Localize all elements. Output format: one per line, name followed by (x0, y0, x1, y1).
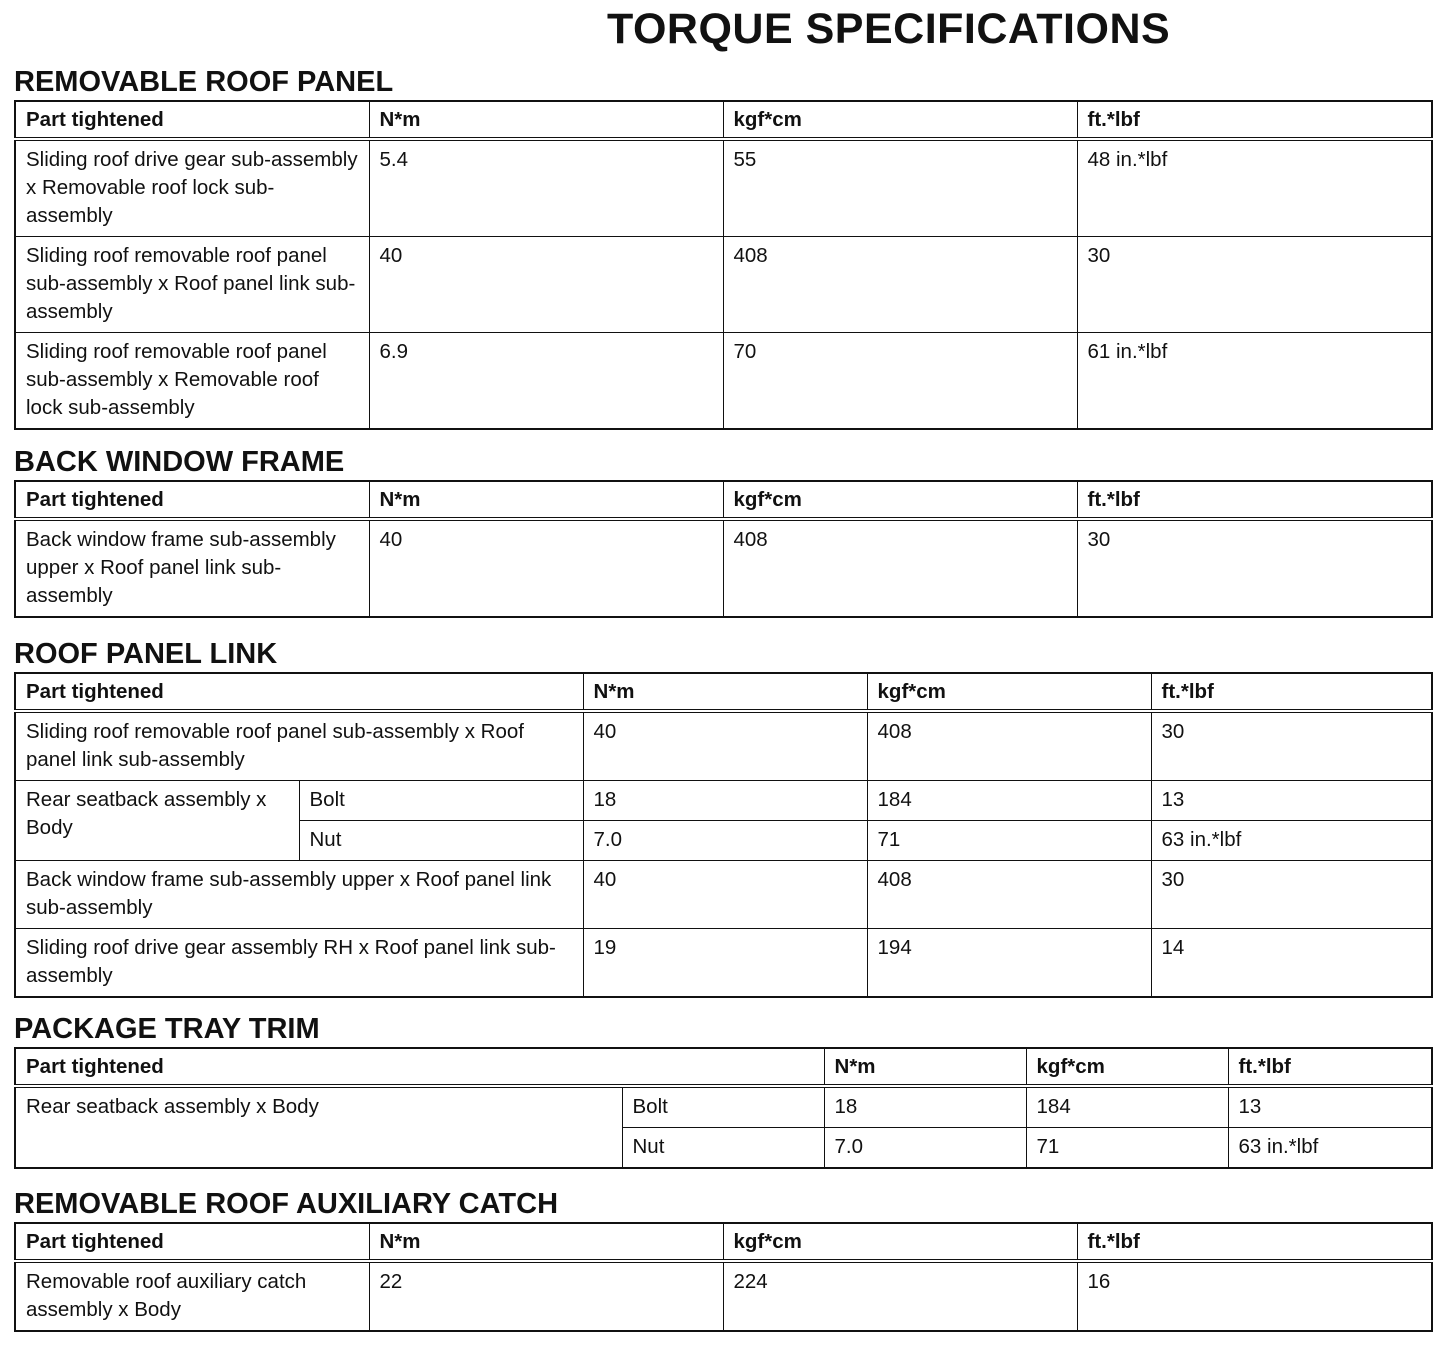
header-row (15, 1223, 1432, 1261)
ftlbf-cell: 30 (1077, 519, 1432, 617)
section-removable-roof-auxiliary-catch (14, 1188, 1431, 1332)
header-row (15, 673, 1432, 711)
ftlbf-cell: 13 (1228, 1086, 1432, 1128)
header-nm: N*m (824, 1048, 1026, 1086)
header-nm: N*m (369, 101, 723, 139)
torque-table (14, 100, 1433, 430)
table-row (15, 519, 1432, 617)
ftlbf-cell: 30 (1151, 861, 1432, 929)
kgf-cell: 184 (1026, 1086, 1228, 1128)
header-row (15, 1048, 1432, 1086)
section-heading: REMOVABLE ROOF AUXILIARY CATCH (14, 1188, 559, 1220)
kgf-cell: 70 (723, 333, 1077, 430)
header-row (15, 101, 1432, 139)
kgf-cell: 184 (867, 781, 1151, 821)
kgf-cell: 408 (723, 237, 1077, 333)
kgf-cell: 71 (867, 821, 1151, 861)
part-cell: Rear seatback assembly x Body (15, 781, 299, 861)
ftlbf-cell: 63 in.*lbf (1151, 821, 1432, 861)
ftlbf-cell: 61 in.*lbf (1077, 333, 1432, 430)
table-row (15, 237, 1432, 333)
section-heading: BACK WINDOW FRAME (14, 446, 345, 478)
ftlbf-cell: 16 (1077, 1261, 1432, 1331)
header-ftlbf: ft.*lbf (1077, 481, 1432, 519)
torque-table (14, 1222, 1433, 1332)
part-cell: Rear seatback assembly x Body (15, 1086, 622, 1168)
kgf-cell: 408 (723, 519, 1077, 617)
header-kgf: kgf*cm (723, 1223, 1077, 1261)
fastener-cell: Nut (299, 821, 583, 861)
section-roof-panel-link (14, 638, 1431, 998)
nm-cell: 18 (583, 781, 867, 821)
header-part: Part tightened (15, 1223, 369, 1261)
part-cell: Sliding roof removable roof panel sub-assembly x Roof panel link sub-assembly (15, 711, 583, 781)
kgf-cell: 55 (723, 139, 1077, 237)
nm-cell: 40 (583, 861, 867, 929)
torque-table (14, 480, 1433, 618)
part-cell: Removable roof auxiliary catch assembly x Body (15, 1261, 369, 1331)
part-cell: Back window frame sub-assembly upper x Roof panel link sub-assembly (15, 861, 583, 929)
nm-cell: 22 (369, 1261, 723, 1331)
nm-cell: 19 (583, 929, 867, 998)
ftlbf-cell: 48 in.*lbf (1077, 139, 1432, 237)
header-row (15, 481, 1432, 519)
part-cell: Back window frame sub-assembly upper x Roof panel link sub-assembly (15, 519, 369, 617)
table-row (15, 1261, 1432, 1331)
table-row (15, 781, 1432, 821)
part-cell: Sliding roof drive gear sub-assembly x Removable roof lock sub-assembly (15, 139, 369, 237)
kgf-cell: 408 (867, 861, 1151, 929)
torque-table (14, 672, 1433, 998)
nm-cell: 40 (583, 711, 867, 781)
header-kgf: kgf*cm (1026, 1048, 1228, 1086)
header-ftlbf: ft.*lbf (1228, 1048, 1432, 1086)
part-cell: Sliding roof removable roof panel sub-assembly x Removable roof lock sub-assembly (15, 333, 369, 430)
ftlbf-cell: 13 (1151, 781, 1432, 821)
ftlbf-cell: 30 (1077, 237, 1432, 333)
header-kgf: kgf*cm (723, 481, 1077, 519)
ftlbf-cell: 14 (1151, 929, 1432, 998)
header-ftlbf: ft.*lbf (1077, 1223, 1432, 1261)
nm-cell: 7.0 (824, 1128, 1026, 1169)
kgf-cell: 71 (1026, 1128, 1228, 1169)
fastener-cell: Bolt (622, 1086, 824, 1128)
header-nm: N*m (583, 673, 867, 711)
fastener-cell: Nut (622, 1128, 824, 1169)
table-row (15, 139, 1432, 237)
nm-cell: 5.4 (369, 139, 723, 237)
table-row (15, 1086, 1432, 1128)
nm-cell: 40 (369, 237, 723, 333)
page-title: TORQUE SPECIFICATIONS (607, 5, 1171, 53)
header-part: Part tightened (15, 481, 369, 519)
section-back-window-frame (14, 446, 1431, 618)
header-part: Part tightened (15, 673, 583, 711)
ftlbf-cell: 63 in.*lbf (1228, 1128, 1432, 1169)
section-heading: ROOF PANEL LINK (14, 638, 278, 670)
nm-cell: 7.0 (583, 821, 867, 861)
kgf-cell: 224 (723, 1261, 1077, 1331)
part-cell: Sliding roof removable roof panel sub-assembly x Roof panel link sub-assembly (15, 237, 369, 333)
table-row (15, 711, 1432, 781)
header-nm: N*m (369, 481, 723, 519)
nm-cell: 40 (369, 519, 723, 617)
table-row (15, 929, 1432, 998)
header-nm: N*m (369, 1223, 723, 1261)
section-package-tray-trim (14, 1013, 1431, 1169)
fastener-cell: Bolt (299, 781, 583, 821)
kgf-cell: 408 (867, 711, 1151, 781)
ftlbf-cell: 30 (1151, 711, 1432, 781)
section-heading: PACKAGE TRAY TRIM (14, 1013, 320, 1045)
header-part: Part tightened (15, 1048, 824, 1086)
table-row (15, 861, 1432, 929)
kgf-cell: 194 (867, 929, 1151, 998)
header-ftlbf: ft.*lbf (1151, 673, 1432, 711)
nm-cell: 6.9 (369, 333, 723, 430)
header-kgf: kgf*cm (723, 101, 1077, 139)
header-ftlbf: ft.*lbf (1077, 101, 1432, 139)
part-cell: Sliding roof drive gear assembly RH x Roof panel link sub-assembly (15, 929, 583, 998)
section-removable-roof-panel (14, 66, 1431, 430)
nm-cell: 18 (824, 1086, 1026, 1128)
header-kgf: kgf*cm (867, 673, 1151, 711)
header-part: Part tightened (15, 101, 369, 139)
torque-table (14, 1047, 1433, 1169)
table-row (15, 333, 1432, 430)
section-heading: REMOVABLE ROOF PANEL (14, 66, 394, 98)
